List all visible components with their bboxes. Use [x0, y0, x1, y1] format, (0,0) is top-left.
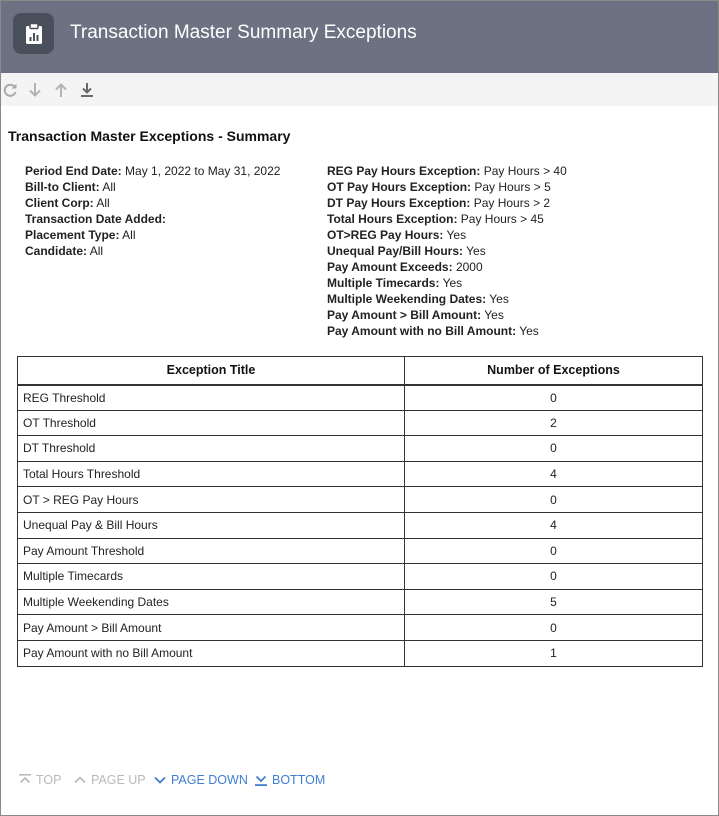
- move-up-button[interactable]: [52, 81, 70, 99]
- clipboard-chart-icon: [13, 13, 54, 54]
- column-header-number-of-exceptions: Number of Exceptions: [405, 357, 703, 385]
- table-row: [18, 589, 703, 615]
- exception-count-cell: 0: [405, 538, 703, 564]
- param-ot-reg-pay-hours: OT>REG Pay Hours: Yes: [327, 228, 467, 242]
- exception-title-cell: Total Hours Threshold: [18, 461, 405, 487]
- table-row: [18, 615, 703, 641]
- param-dt-pay-hours-exception: DT Pay Hours Exception: Pay Hours > 2: [327, 196, 551, 210]
- param-multiple-weekending-dates: Multiple Weekending Dates: Yes: [327, 292, 509, 306]
- download-button[interactable]: [78, 81, 96, 99]
- exception-title-cell: Pay Amount with no Bill Amount: [18, 640, 405, 666]
- page-title: Transaction Master Summary Exceptions: [70, 22, 417, 43]
- param-bill-to-client: Bill-to Client: All: [25, 180, 116, 194]
- arrow-down-icon: [27, 82, 43, 98]
- report-parameters-right: [327, 163, 567, 339]
- pager-page-up-button[interactable]: [73, 773, 146, 787]
- param-ot-pay-hours-exception: OT Pay Hours Exception: Pay Hours > 5: [327, 180, 551, 194]
- exception-count-cell: 5: [405, 589, 703, 615]
- pager-page-down-button[interactable]: [153, 773, 248, 787]
- param-period-end-date: Period End Date: May 1, 2022 to May 31, 2022: [25, 164, 281, 178]
- chevron-down-icon: [153, 773, 167, 787]
- table-row: [18, 538, 703, 564]
- exception-title-cell: Pay Amount > Bill Amount: [18, 615, 405, 641]
- pager-bottom-label: BOTTOM: [272, 773, 326, 787]
- exception-title-cell: OT > REG Pay Hours: [18, 487, 405, 513]
- param-client-corp: Client Corp: All: [25, 196, 110, 210]
- param-total-hours-exception: Total Hours Exception: Pay Hours > 45: [327, 212, 544, 226]
- exception-title-cell: Multiple Weekending Dates: [18, 589, 405, 615]
- exception-count-cell: 4: [405, 512, 703, 538]
- refresh-icon: [2, 82, 18, 98]
- table-row: [18, 436, 703, 462]
- report-title: Transaction Master Exceptions - Summary: [8, 128, 291, 144]
- exception-count-cell: 0: [405, 487, 703, 513]
- arrow-to-bottom-icon: [254, 773, 268, 787]
- report-parameters-left: [25, 163, 280, 259]
- exception-title-cell: REG Threshold: [18, 385, 405, 411]
- header-bar: [1, 1, 718, 73]
- arrow-up-icon: [53, 82, 69, 98]
- param-reg-pay-hours-exception: REG Pay Hours Exception: Pay Hours > 40: [327, 164, 567, 178]
- table-row: [18, 487, 703, 513]
- exception-count-cell: 1: [405, 640, 703, 666]
- table-row: [18, 410, 703, 436]
- param-multiple-timecards: Multiple Timecards: Yes: [327, 276, 463, 290]
- param-transaction-date-added: Transaction Date Added:: [25, 212, 166, 226]
- exception-count-cell: 4: [405, 461, 703, 487]
- exception-count-cell: 2: [405, 410, 703, 436]
- toolbar: [1, 73, 718, 106]
- param-unequal-pay-bill-hours: Unequal Pay/Bill Hours: Yes: [327, 244, 486, 258]
- pager-top-label: TOP: [36, 773, 62, 787]
- exception-count-cell: 0: [405, 385, 703, 411]
- column-header-exception-title: Exception Title: [18, 357, 405, 385]
- move-down-button[interactable]: [26, 81, 44, 99]
- refresh-button[interactable]: [1, 81, 19, 99]
- table-row: [18, 512, 703, 538]
- exception-title-cell: Pay Amount Threshold: [18, 538, 405, 564]
- table-header-row: [18, 357, 703, 385]
- param-placement-type: Placement Type: All: [25, 228, 136, 242]
- pager-top-button[interactable]: [18, 773, 61, 787]
- exception-title-cell: Multiple Timecards: [18, 564, 405, 590]
- exception-count-cell: 0: [405, 436, 703, 462]
- exception-title-cell: OT Threshold: [18, 410, 405, 436]
- exception-count-cell: 0: [405, 564, 703, 590]
- pager-bottom-button[interactable]: [254, 773, 325, 787]
- param-candidate: Candidate: All: [25, 244, 104, 258]
- table-row: [18, 461, 703, 487]
- pager-page-down-label: PAGE DOWN: [171, 773, 248, 787]
- chevron-up-icon: [73, 773, 87, 787]
- exception-title-cell: DT Threshold: [18, 436, 405, 462]
- exception-title-cell: Unequal Pay & Bill Hours: [18, 512, 405, 538]
- exception-count-cell: 0: [405, 615, 703, 641]
- download-icon: [79, 82, 95, 98]
- arrow-to-top-icon: [18, 773, 32, 787]
- table-row: [18, 564, 703, 590]
- param-pay-amount-exceeds: Pay Amount Exceeds: 2000: [327, 260, 483, 274]
- pager-page-up-label: PAGE UP: [91, 773, 146, 787]
- param-pay-amount-no-bill-amount: Pay Amount with no Bill Amount: Yes: [327, 324, 539, 338]
- table-row: [18, 640, 703, 666]
- exceptions-table: [17, 356, 703, 667]
- table-row: [18, 385, 703, 411]
- param-pay-amount-gt-bill-amount: Pay Amount > Bill Amount: Yes: [327, 308, 504, 322]
